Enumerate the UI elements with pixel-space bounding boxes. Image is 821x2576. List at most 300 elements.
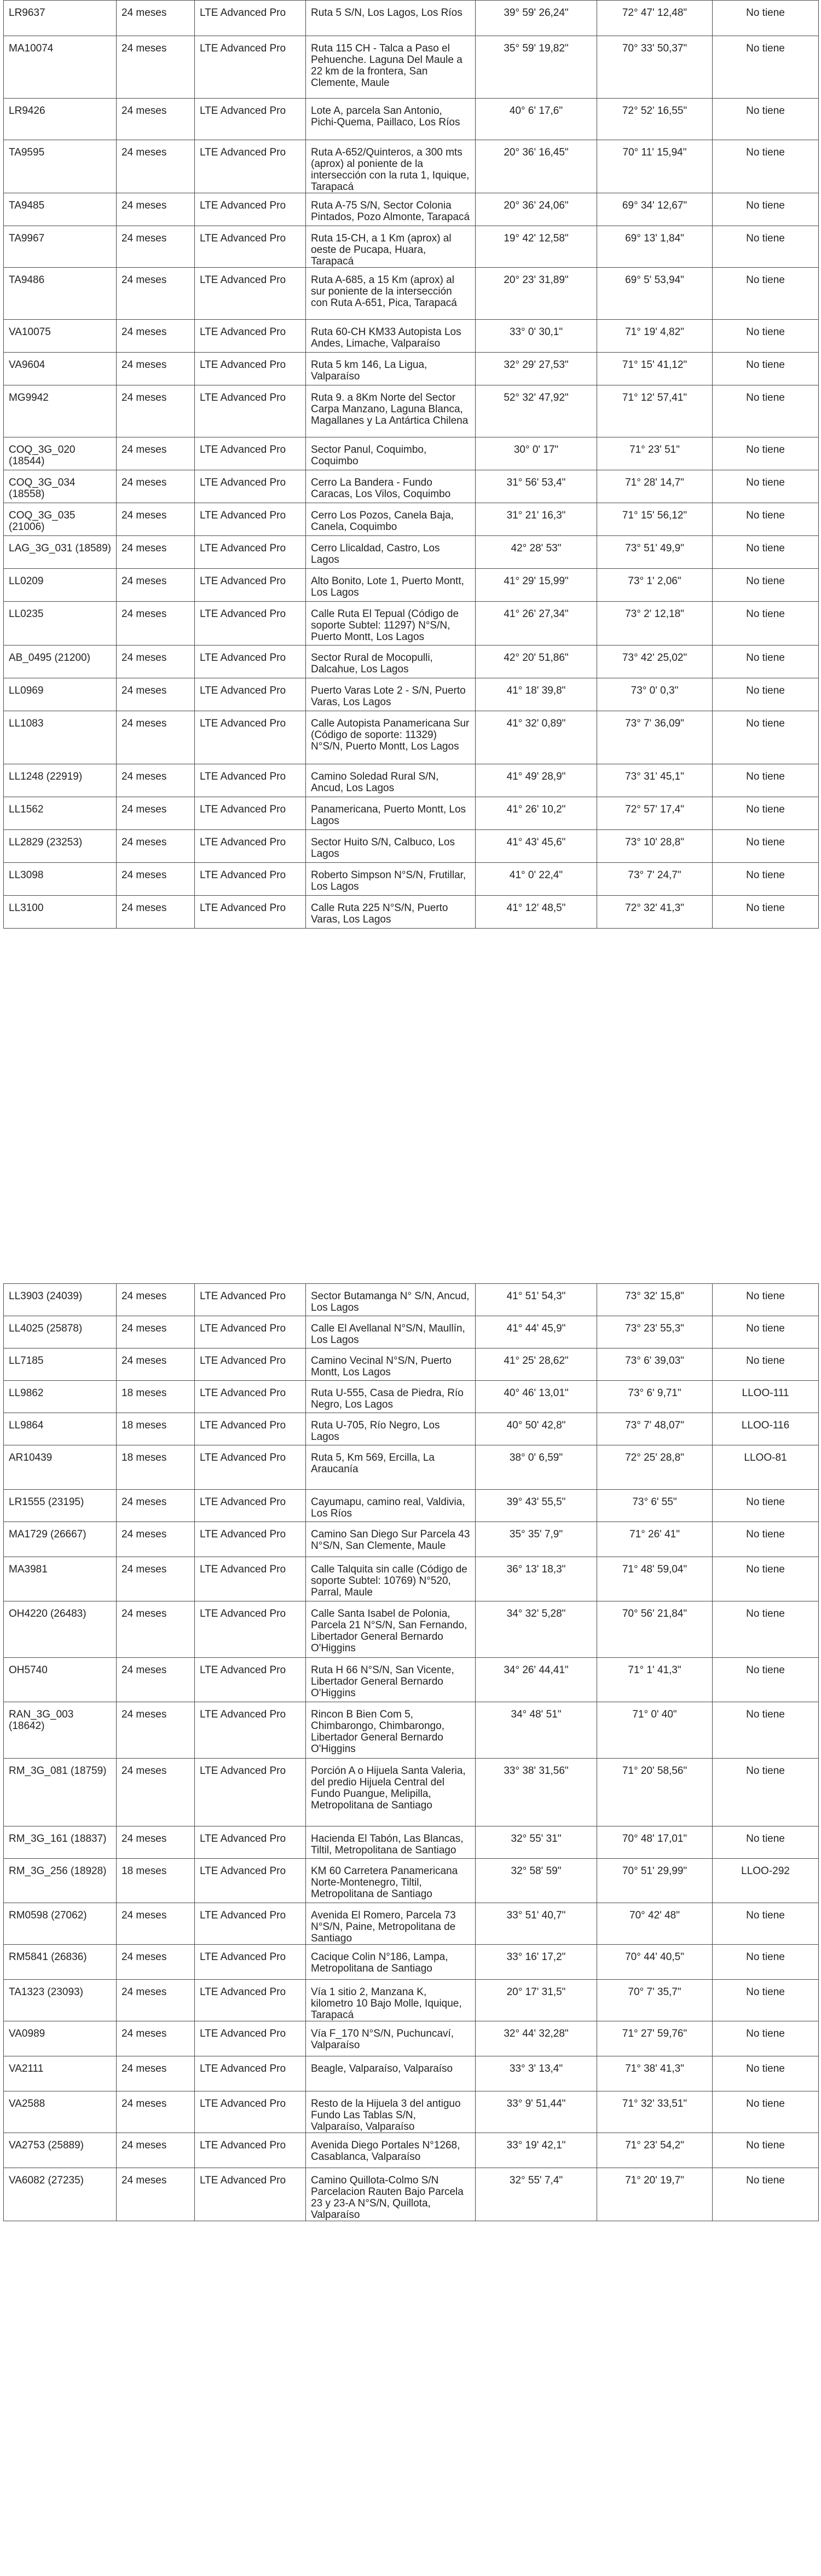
cell-term: 24 meses [117,1490,195,1522]
cell-latitude: 20° 17' 31,5" [476,1980,597,2021]
cell-address: Cayumapu, camino real, Valdivia, Los Ríos [306,1490,476,1522]
cell-address: Ruta U-555, Casa de Piedra, Río Negro, Los Lagos [306,1381,476,1413]
cell-notes: No tiene [713,503,819,536]
cell-term: 24 meses [117,1980,195,2021]
cell-site-code: VA2753 (25889) [4,2133,117,2168]
cell-address: Vía F_170 N°S/N, Puchuncaví, Valparaíso [306,2021,476,2056]
cell-latitude: 41° 32' 0,89" [476,711,597,764]
cell-notes: No tiene [713,99,819,140]
cell-longitude: 73° 0' 0,3" [597,678,713,711]
cell-address: Ruta A-75 S/N, Sector Colonia Pintados, Pozo Almonte, Tarapacá [306,193,476,226]
cell-address: Calle Santa Isabel de Polonia, Parcela 21 N°S/N, San Fernando, Libertador General Bernardo O'Higgins [306,1601,476,1658]
cell-longitude: 73° 1' 2,06" [597,569,713,602]
cell-address: Vía 1 sitio 2, Manzana K, kilometro 10 Bajo Molle, Iquique, Tarapacá [306,1980,476,2021]
cell-address: Rincon B Bien Com 5, Chimbarongo, Chimbarongo, Libertador General Bernardo O'Higgins [306,1702,476,1759]
cell-site-code: AR10439 [4,1445,117,1490]
table-row [4,2091,819,2133]
sites-table-lower-body [4,1284,819,2221]
cell-notes: No tiene [713,1759,819,1826]
cell-term: 24 meses [117,385,195,437]
cell-term: 24 meses [117,830,195,863]
cell-address: Ruta 5 km 146, La Ligua, Valparaíso [306,353,476,385]
cell-notes: No tiene [713,437,819,470]
cell-address: Cerro Llicaldad, Castro, Los Lagos [306,536,476,569]
table-row [4,678,819,711]
table-row [4,140,819,193]
cell-notes: No tiene [713,830,819,863]
cell-notes: No tiene [713,1826,819,1859]
cell-term: 18 meses [117,1859,195,1903]
cell-term: 24 meses [117,797,195,830]
table-row [4,646,819,678]
cell-longitude: 71° 20' 58,56" [597,1759,713,1826]
cell-site-code: LL0235 [4,602,117,646]
cell-latitude: 52° 32' 47,92" [476,385,597,437]
cell-address: Cerro La Bandera - Fundo Caracas, Los Vilos, Coquimbo [306,470,476,503]
cell-site-code: VA0989 [4,2021,117,2056]
cell-technology: LTE Advanced Pro [195,1316,306,1348]
cell-longitude: 70° 56' 21,84" [597,1601,713,1658]
cell-notes: No tiene [713,1348,819,1381]
cell-notes: No tiene [713,226,819,268]
table-row [4,1903,819,1945]
cell-term: 24 meses [117,1658,195,1702]
sites-table-upper [3,0,819,929]
cell-notes: No tiene [713,140,819,193]
cell-longitude: 71° 28' 14,7" [597,470,713,503]
cell-latitude: 39° 59' 26,24" [476,1,597,36]
cell-latitude: 32° 29' 27,53" [476,353,597,385]
cell-technology: LTE Advanced Pro [195,536,306,569]
cell-address: Calle El Avellanal N°S/N, Maullín, Los Lagos [306,1316,476,1348]
cell-latitude: 32° 55' 7,4" [476,2168,597,2221]
cell-site-code: RM5841 (26836) [4,1945,117,1980]
cell-site-code: LL9862 [4,1381,117,1413]
cell-site-code: TA9485 [4,193,117,226]
cell-longitude: 71° 27' 59,76" [597,2021,713,2056]
cell-address: Ruta H 66 N°S/N, San Vicente, Libertador General Bernardo O'Higgins [306,1658,476,1702]
cell-technology: LTE Advanced Pro [195,1980,306,2021]
cell-longitude: 71° 20' 19,7" [597,2168,713,2221]
cell-latitude: 33° 19' 42,1" [476,2133,597,2168]
cell-notes: No tiene [713,2133,819,2168]
cell-latitude: 41° 26' 27,34" [476,602,597,646]
cell-notes: LLOO-116 [713,1413,819,1445]
cell-notes: No tiene [713,1557,819,1601]
cell-term: 24 meses [117,1348,195,1381]
table-row [4,2168,819,2221]
cell-technology: LTE Advanced Pro [195,1522,306,1557]
cell-technology: LTE Advanced Pro [195,99,306,140]
cell-longitude: 70° 44' 40,5" [597,1945,713,1980]
cell-site-code: LL0969 [4,678,117,711]
cell-latitude: 39° 43' 55,5" [476,1490,597,1522]
cell-term: 24 meses [117,193,195,226]
cell-notes: No tiene [713,2091,819,2133]
cell-site-code: OH4220 (26483) [4,1601,117,1658]
cell-latitude: 40° 6' 17,6" [476,99,597,140]
cell-notes: No tiene [713,193,819,226]
table-row [4,1348,819,1381]
cell-notes: No tiene [713,646,819,678]
table-row [4,1490,819,1522]
cell-term: 24 meses [117,36,195,99]
cell-notes: No tiene [713,1,819,36]
cell-technology: LTE Advanced Pro [195,1284,306,1316]
cell-address: Ruta A-652/Quinteros, a 300 mts (aprox) al poniente de la intersección con la ruta 1, Iquique, Tarapacá [306,140,476,193]
cell-address: Sector Huito S/N, Calbuco, Los Lagos [306,830,476,863]
table-row [4,1859,819,1903]
table-row [4,1445,819,1490]
cell-longitude: 71° 0' 40" [597,1702,713,1759]
cell-notes: No tiene [713,569,819,602]
cell-address: Camino Vecinal N°S/N, Puerto Montt, Los Lagos [306,1348,476,1381]
cell-site-code: TA9967 [4,226,117,268]
cell-longitude: 72° 32' 41,3" [597,896,713,929]
cell-latitude: 41° 51' 54,3" [476,1284,597,1316]
cell-latitude: 32° 55' 31" [476,1826,597,1859]
table-row [4,437,819,470]
sites-table-upper-body [4,1,819,929]
cell-latitude: 35° 35' 7,9" [476,1522,597,1557]
cell-term: 24 meses [117,678,195,711]
cell-longitude: 73° 42' 25,02" [597,646,713,678]
table-row [4,2133,819,2168]
cell-notes: No tiene [713,2168,819,2221]
cell-address: Camino San Diego Sur Parcela 43 N°S/N, San Clemente, Maule [306,1522,476,1557]
cell-longitude: 71° 48' 59,04" [597,1557,713,1601]
cell-technology: LTE Advanced Pro [195,2091,306,2133]
cell-technology: LTE Advanced Pro [195,1759,306,1826]
table-row [4,602,819,646]
cell-latitude: 41° 44' 45,9" [476,1316,597,1348]
cell-technology: LTE Advanced Pro [195,385,306,437]
cell-longitude: 70° 51' 29,99" [597,1859,713,1903]
cell-term: 24 meses [117,1284,195,1316]
cell-technology: LTE Advanced Pro [195,764,306,797]
cell-latitude: 42° 28' 53" [476,536,597,569]
cell-technology: LTE Advanced Pro [195,1557,306,1601]
cell-term: 24 meses [117,896,195,929]
cell-address: Avenida El Romero, Parcela 73 N°S/N, Paine, Metropolitana de Santiago [306,1903,476,1945]
cell-longitude: 69° 13' 1,84" [597,226,713,268]
cell-latitude: 41° 0' 22,4" [476,863,597,896]
cell-address: Ruta U-705, Río Negro, Los Lagos [306,1413,476,1445]
cell-term: 24 meses [117,1522,195,1557]
table-row [4,268,819,320]
cell-address: Ruta A-685, a 15 Km (aprox) al sur poniente de la intersección con Ruta A-651, Pica, Tarapacá [306,268,476,320]
cell-technology: LTE Advanced Pro [195,2133,306,2168]
cell-notes: No tiene [713,896,819,929]
table-row [4,830,819,863]
cell-latitude: 41° 18' 39,8" [476,678,597,711]
cell-longitude: 72° 25' 28,8" [597,1445,713,1490]
cell-latitude: 20° 36' 24,06" [476,193,597,226]
cell-longitude: 70° 33' 50,37" [597,36,713,99]
cell-site-code: VA10075 [4,320,117,353]
cell-term: 24 meses [117,437,195,470]
cell-term: 18 meses [117,1413,195,1445]
cell-technology: LTE Advanced Pro [195,2021,306,2056]
cell-site-code: LL3100 [4,896,117,929]
cell-latitude: 33° 51' 40,7" [476,1903,597,1945]
cell-notes: No tiene [713,863,819,896]
cell-notes: No tiene [713,1490,819,1522]
cell-site-code: VA6082 (27235) [4,2168,117,2221]
cell-term: 24 meses [117,353,195,385]
cell-notes: LLOO-111 [713,1381,819,1413]
cell-term: 24 meses [117,764,195,797]
cell-term: 24 meses [117,2133,195,2168]
table-row [4,1601,819,1658]
cell-latitude: 42° 20' 51,86" [476,646,597,678]
cell-address: Ruta 9. a 8Km Norte del Sector Carpa Manzano, Laguna Blanca, Magallanes y La Antártica Chilena [306,385,476,437]
cell-notes: No tiene [713,711,819,764]
cell-site-code: LL7185 [4,1348,117,1381]
table-row [4,1702,819,1759]
cell-notes: No tiene [713,536,819,569]
cell-address: Sector Rural de Mocopulli, Dalcahue, Los Lagos [306,646,476,678]
table-row [4,2056,819,2091]
cell-technology: LTE Advanced Pro [195,193,306,226]
cell-address: Cacique Colin N°186, Lampa, Metropolitana de Santiago [306,1945,476,1980]
cell-technology: LTE Advanced Pro [195,569,306,602]
cell-notes: No tiene [713,268,819,320]
cell-notes: LLOO-81 [713,1445,819,1490]
cell-latitude: 20° 23' 31,89" [476,268,597,320]
cell-technology: LTE Advanced Pro [195,797,306,830]
cell-latitude: 33° 16' 17,2" [476,1945,597,1980]
cell-latitude: 34° 26' 44,41" [476,1658,597,1702]
cell-address: Alto Bonito, Lote 1, Puerto Montt, Los Lagos [306,569,476,602]
cell-address: Calle Ruta El Tepual (Código de soporte Subtel: 11297) N°S/N, Puerto Montt, Los Lagos [306,602,476,646]
cell-notes: No tiene [713,764,819,797]
cell-technology: LTE Advanced Pro [195,896,306,929]
cell-address: Lote A, parcela San Antonio, Pichi-Quema, Paillaco, Los Ríos [306,99,476,140]
cell-latitude: 33° 9' 51,44" [476,2091,597,2133]
cell-notes: No tiene [713,1284,819,1316]
cell-site-code: LL2829 (23253) [4,830,117,863]
cell-longitude: 69° 5' 53,94" [597,268,713,320]
cell-address: Hacienda El Tabón, Las Blancas, Tiltil, Metropolitana de Santiago [306,1826,476,1859]
table-row [4,1,819,36]
cell-longitude: 73° 31' 45,1" [597,764,713,797]
cell-address: KM 60 Carretera Panamericana Norte-Montenegro, Tiltil, Metropolitana de Santiago [306,1859,476,1903]
table-row [4,193,819,226]
table-row [4,1284,819,1316]
cell-address: Ruta 60-CH KM33 Autopista Los Andes, Limache, Valparaíso [306,320,476,353]
cell-longitude: 73° 7' 24,7" [597,863,713,896]
cell-technology: LTE Advanced Pro [195,1945,306,1980]
cell-site-code: LL3098 [4,863,117,896]
cell-technology: LTE Advanced Pro [195,830,306,863]
cell-address: Ruta 15-CH, a 1 Km (aprox) al oeste de Pucapa, Huara, Tarapacá [306,226,476,268]
cell-site-code: RM_3G_081 (18759) [4,1759,117,1826]
cell-technology: LTE Advanced Pro [195,268,306,320]
cell-site-code: COQ_3G_020 (18544) [4,437,117,470]
cell-site-code: LR1555 (23195) [4,1490,117,1522]
cell-term: 24 meses [117,2056,195,2091]
cell-notes: No tiene [713,1601,819,1658]
cell-notes: No tiene [713,36,819,99]
cell-address: Calle Autopista Panamericana Sur (Código de soporte: 11329) N°S/N, Puerto Montt, Los Lagos [306,711,476,764]
cell-latitude: 41° 43' 45,6" [476,830,597,863]
cell-latitude: 35° 59' 19,82" [476,36,597,99]
cell-notes: No tiene [713,353,819,385]
cell-notes: No tiene [713,678,819,711]
cell-longitude: 73° 7' 36,09" [597,711,713,764]
cell-site-code: LL1083 [4,711,117,764]
cell-latitude: 41° 26' 10,2" [476,797,597,830]
cell-term: 24 meses [117,99,195,140]
cell-technology: LTE Advanced Pro [195,1859,306,1903]
cell-site-code: TA9486 [4,268,117,320]
cell-notes: No tiene [713,1702,819,1759]
cell-site-code: AB_0495 (21200) [4,646,117,678]
cell-technology: LTE Advanced Pro [195,226,306,268]
cell-notes: No tiene [713,602,819,646]
cell-term: 24 meses [117,646,195,678]
cell-technology: LTE Advanced Pro [195,320,306,353]
cell-term: 24 meses [117,536,195,569]
table-row [4,1945,819,1980]
cell-address: Sector Panul, Coquimbo, Coquimbo [306,437,476,470]
cell-notes: No tiene [713,320,819,353]
cell-latitude: 30° 0' 17" [476,437,597,470]
cell-notes: No tiene [713,2021,819,2056]
cell-notes: No tiene [713,1658,819,1702]
cell-address: Calle Talquita sin calle (Código de soporte Subtel: 10769) N°520, Parral, Maule [306,1557,476,1601]
table-row [4,1522,819,1557]
cell-longitude: 71° 32' 33,51" [597,2091,713,2133]
cell-technology: LTE Advanced Pro [195,2056,306,2091]
cell-longitude: 72° 57' 17,4" [597,797,713,830]
cell-latitude: 40° 46' 13,01" [476,1381,597,1413]
cell-term: 24 meses [117,1,195,36]
table-row [4,1381,819,1413]
cell-term: 24 meses [117,1759,195,1826]
cell-notes: No tiene [713,1980,819,2021]
cell-term: 24 meses [117,140,195,193]
cell-longitude: 73° 32' 15,8" [597,1284,713,1316]
cell-technology: LTE Advanced Pro [195,1348,306,1381]
cell-term: 24 meses [117,470,195,503]
cell-technology: LTE Advanced Pro [195,678,306,711]
cell-site-code: MA3981 [4,1557,117,1601]
cell-longitude: 71° 23' 51" [597,437,713,470]
cell-longitude: 73° 23' 55,3" [597,1316,713,1348]
cell-site-code: LL4025 (25878) [4,1316,117,1348]
cell-term: 24 meses [117,2021,195,2056]
cell-notes: LLOO-292 [713,1859,819,1903]
cell-address: Roberto Simpson N°S/N, Frutillar, Los Lagos [306,863,476,896]
cell-latitude: 33° 38' 31,56" [476,1759,597,1826]
cell-site-code: COQ_3G_034 (18558) [4,470,117,503]
cell-technology: LTE Advanced Pro [195,353,306,385]
table-row [4,896,819,929]
cell-latitude: 34° 48' 51" [476,1702,597,1759]
cell-technology: LTE Advanced Pro [195,1601,306,1658]
cell-site-code: MA1729 (26667) [4,1522,117,1557]
cell-longitude: 71° 12' 57,41" [597,385,713,437]
table-row [4,863,819,896]
cell-longitude: 70° 11' 15,94" [597,140,713,193]
table-row [4,797,819,830]
cell-address: Camino Quillota-Colmo S/N Parcelacion Rauten Bajo Parcela 23 y 23-A N°S/N, Quillota, Valparaíso [306,2168,476,2221]
table-row [4,1826,819,1859]
cell-longitude: 69° 34' 12,67" [597,193,713,226]
cell-site-code: RAN_3G_003 (18642) [4,1702,117,1759]
cell-longitude: 73° 6' 55" [597,1490,713,1522]
table-row [4,1557,819,1601]
cell-longitude: 72° 52' 16,55" [597,99,713,140]
table-row [4,1413,819,1445]
cell-site-code: VA2588 [4,2091,117,2133]
cell-site-code: COQ_3G_035 (21006) [4,503,117,536]
cell-site-code: LL0209 [4,569,117,602]
cell-latitude: 36° 13' 18,3" [476,1557,597,1601]
cell-term: 24 meses [117,1316,195,1348]
cell-technology: LTE Advanced Pro [195,1702,306,1759]
table-row [4,1658,819,1702]
cell-site-code: OH5740 [4,1658,117,1702]
cell-term: 24 meses [117,1903,195,1945]
cell-latitude: 33° 3' 13,4" [476,2056,597,2091]
cell-notes: No tiene [713,1316,819,1348]
cell-term: 24 meses [117,1826,195,1859]
cell-notes: No tiene [713,1522,819,1557]
table-row [4,764,819,797]
cell-technology: LTE Advanced Pro [195,503,306,536]
table-row [4,36,819,99]
table-row [4,353,819,385]
cell-latitude: 32° 44' 32,28" [476,2021,597,2056]
cell-latitude: 31° 56' 53,4" [476,470,597,503]
cell-notes: No tiene [713,470,819,503]
cell-site-code: RM0598 (27062) [4,1903,117,1945]
cell-technology: LTE Advanced Pro [195,36,306,99]
cell-longitude: 73° 2' 12,18" [597,602,713,646]
cell-term: 24 meses [117,268,195,320]
table-row [4,470,819,503]
cell-longitude: 71° 23' 54,2" [597,2133,713,2168]
cell-address: Porción A o Hijuela Santa Valeria, del predio Hijuela Central del Fundo Puangue, Melipilla, Metropolitana de Santiago [306,1759,476,1826]
cell-latitude: 31° 21' 16,3" [476,503,597,536]
cell-site-code: LL1562 [4,797,117,830]
cell-site-code: MG9942 [4,385,117,437]
cell-technology: LTE Advanced Pro [195,1413,306,1445]
cell-notes: No tiene [713,797,819,830]
cell-technology: LTE Advanced Pro [195,1490,306,1522]
cell-longitude: 70° 42' 48" [597,1903,713,1945]
cell-term: 24 meses [117,1702,195,1759]
table-row [4,503,819,536]
cell-technology: LTE Advanced Pro [195,2168,306,2221]
cell-longitude: 72° 47' 12,48" [597,1,713,36]
cell-term: 24 meses [117,1945,195,1980]
cell-address: Beagle, Valparaíso, Valparaíso [306,2056,476,2091]
cell-site-code: VA2111 [4,2056,117,2091]
cell-address: Cerro Los Pozos, Canela Baja, Canela, Coquimbo [306,503,476,536]
cell-latitude: 34° 32' 5,28" [476,1601,597,1658]
cell-longitude: 70° 7' 35,7" [597,1980,713,2021]
cell-term: 24 meses [117,863,195,896]
cell-site-code: RM_3G_161 (18837) [4,1826,117,1859]
cell-longitude: 71° 19' 4,82" [597,320,713,353]
table-row [4,1980,819,2021]
cell-notes: No tiene [713,1903,819,1945]
cell-term: 24 meses [117,2168,195,2221]
